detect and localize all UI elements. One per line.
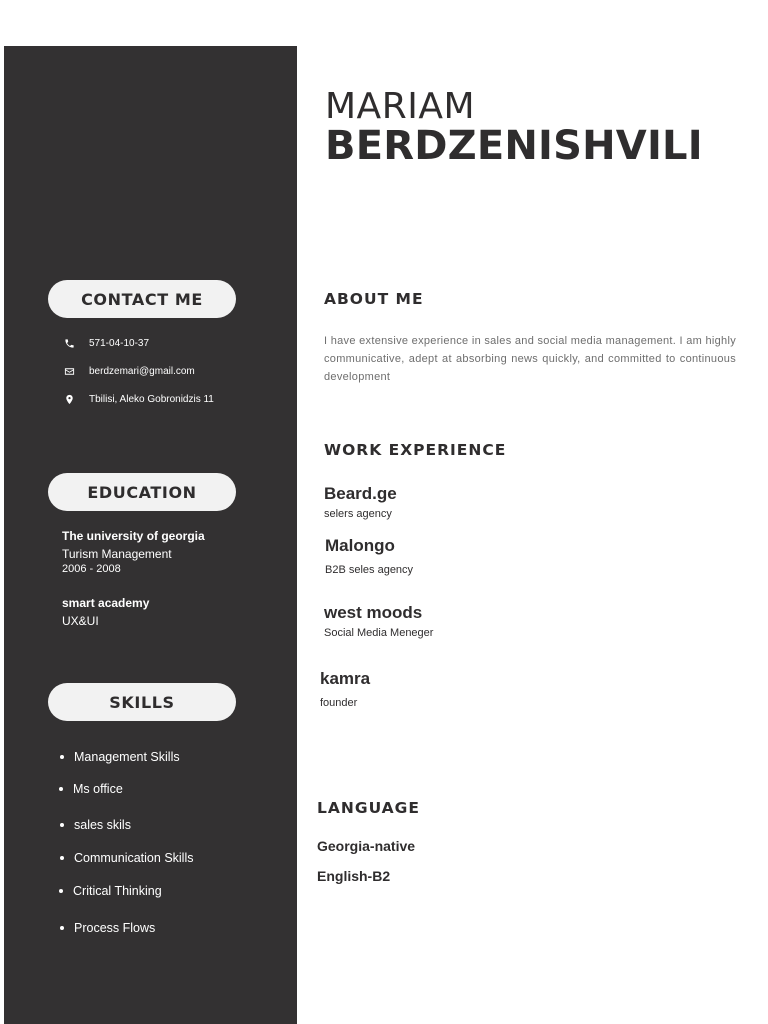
language-section-title: LANGUAGE [317,799,420,817]
last-name: BERDZENISHVILI [325,123,703,169]
skill-item: sales skils [60,818,131,832]
contact-email [62,364,195,378]
first-name: MARIAM [325,86,476,127]
job-company: Malongo [325,536,395,555]
work-section-title: WORK EXPERIENCE [324,441,507,459]
job-entry [320,669,370,709]
education-years: 2006 - 2008 [62,563,121,575]
job-role: B2B seles agency [325,564,414,576]
education-entry [62,529,205,575]
contact-phone-text: 571-04-10-37 [89,337,150,349]
job-role: Social Media Meneger [324,627,434,639]
education-entry [62,596,149,628]
skill-item: Critical Thinking [59,884,162,898]
job-entry [324,603,433,639]
contact-address [62,392,214,406]
job-role: selers agency [324,508,392,520]
job-company: west moods [324,603,423,622]
location-pin-icon [62,392,76,406]
bullet-icon [59,787,63,791]
skill-item: Management Skills [60,750,180,764]
skill-item: Ms office [59,782,123,796]
about-text: I have extensive experience in sales and social media management. I am highly communicative, adept at absorbing news quickly, and committed to continuous development [324,335,736,383]
skill-item: Process Flows [60,921,155,935]
job-company: kamra [320,669,371,688]
skills-section-title: SKILLS [48,683,236,721]
job-entry [324,484,397,520]
contact-address-text: Tbilisi, Aleko Gobronidzis 11 [89,393,214,405]
phone-icon [62,336,76,350]
job-role: founder [320,697,358,709]
bullet-icon [60,755,64,759]
contact-phone [62,336,149,350]
education-field: Turism Management [62,547,172,561]
education-field: UX&UI [62,614,99,628]
education-school: smart academy [62,596,150,610]
bullet-icon [60,823,64,827]
education-school: The university of georgia [62,529,205,543]
bullet-icon [60,856,64,860]
about-section-title: ABOUT ME [324,290,424,308]
bullet-icon [60,926,64,930]
mail-icon [62,364,76,378]
language-item: English-B2 [317,868,391,884]
contact-email-text: berdzemari@gmail.com [89,365,195,377]
job-entry [325,536,413,576]
contact-section-title: CONTACT ME [48,280,236,318]
job-company: Beard.ge [324,484,397,503]
skill-item: Communication Skills [60,851,193,865]
education-section-title: EDUCATION [48,473,236,511]
language-item: Georgia-native [317,838,416,854]
bullet-icon [59,889,63,893]
